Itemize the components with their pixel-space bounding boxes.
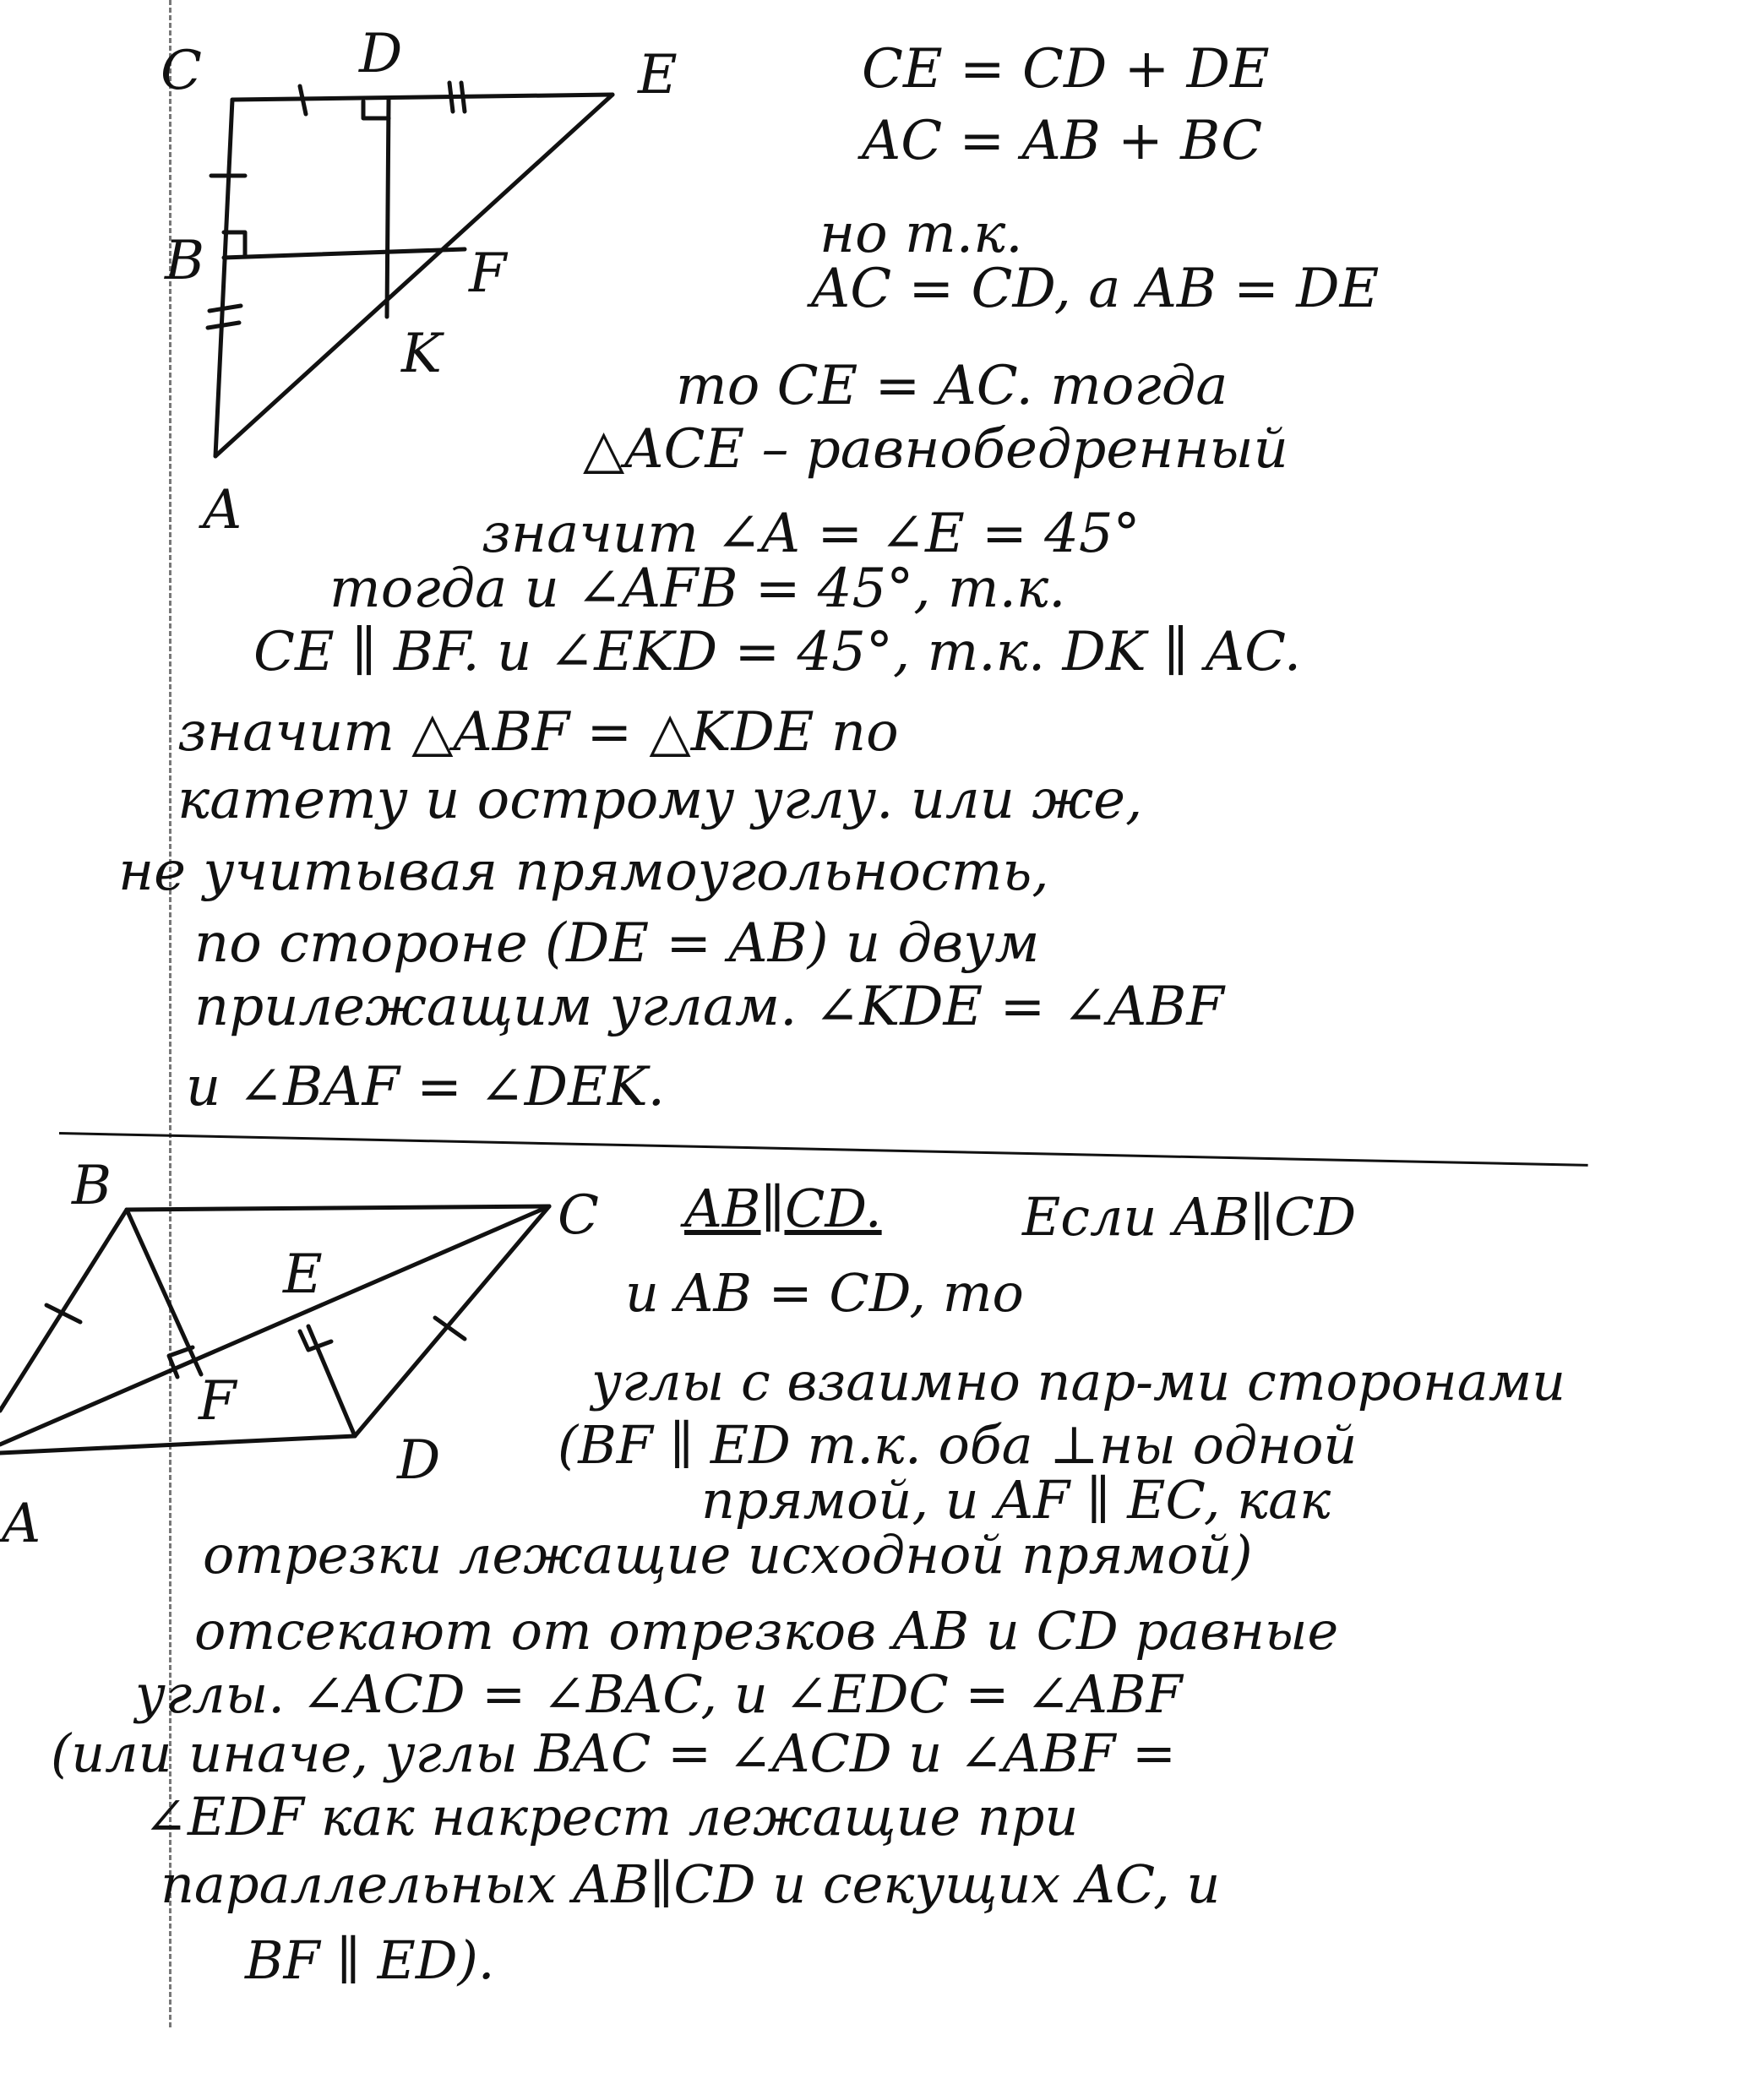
label-b: B bbox=[165, 230, 205, 292]
tick-cd bbox=[300, 86, 306, 114]
text-line-1-15: и ∠BAF = ∠DEK. bbox=[186, 1056, 665, 1118]
text-line-2-3: углы с взаимно пар-ми сторонами bbox=[591, 1351, 1566, 1412]
segment-bf bbox=[224, 249, 465, 258]
text-line-1-1: CE = CD + DE bbox=[862, 38, 1270, 101]
text-line-2-1: Если AB∥CD bbox=[1022, 1186, 1357, 1248]
label-k: K bbox=[401, 323, 442, 385]
label-c-2: C bbox=[558, 1184, 599, 1247]
text-line-1-11: катету и острому углу. или же, bbox=[177, 769, 1143, 831]
label-f-2: F bbox=[199, 1370, 237, 1433]
text-line-2-8: углы. ∠ACD = ∠BAC, и ∠EDC = ∠ABF bbox=[135, 1663, 1183, 1725]
text-line-2-5: прямой, и AF ∥ EC, как bbox=[701, 1469, 1331, 1531]
segment-ba bbox=[0, 1210, 127, 1411]
segment-cd bbox=[355, 1206, 549, 1436]
text-line-2-9: (или иначе, углы BAC = ∠ACD и ∠ABF = bbox=[51, 1722, 1176, 1784]
section-divider bbox=[59, 1132, 1588, 1167]
label-d: D bbox=[359, 23, 403, 85]
segment-ad bbox=[0, 1436, 355, 1453]
segment-ce bbox=[232, 95, 612, 100]
text-line-2-10: ∠EDF как накрест лежащие при bbox=[144, 1786, 1079, 1847]
label-b-2: B bbox=[72, 1155, 112, 1217]
text-line-2-12: BF ∥ ED). bbox=[245, 1929, 495, 1991]
text-line-1-6: △ACE – равнобедренный bbox=[583, 418, 1288, 481]
tick-ba-2 bbox=[208, 323, 239, 328]
right-angle-mark-d bbox=[363, 101, 389, 118]
text-line-1-9: CE ∥ BF. и ∠EKD = 45°, т.к. DK ∥ AC. bbox=[253, 621, 1302, 683]
text-line-1-10: значит △ABF = △KDE по bbox=[177, 701, 899, 764]
text-line-1-2: AC = AB + BC bbox=[862, 110, 1263, 172]
text-line-1-5: то CE = AC. тогда bbox=[676, 355, 1228, 417]
label-d-2: D bbox=[397, 1429, 441, 1492]
label-f: F bbox=[469, 242, 507, 305]
text-line-1-14: прилежащим углам. ∠KDE = ∠ABF bbox=[194, 976, 1224, 1038]
text-line-2-2: и AB = CD, то bbox=[625, 1262, 1024, 1324]
text-line-2-11: параллельных AB∥CD и секущих AC, и bbox=[161, 1853, 1221, 1915]
text-line-2-6: отрезки лежащие исходной прямой) bbox=[203, 1524, 1253, 1586]
label-a: A bbox=[203, 479, 242, 541]
diagonal-ac bbox=[0, 1206, 549, 1445]
label-a-2: A bbox=[2, 1493, 41, 1555]
text-line-1-3: но т.к. bbox=[819, 203, 1023, 265]
text-line-2-7: отсекают от отрезков AB и CD равные bbox=[194, 1600, 1339, 1662]
figure-2-parallelogram bbox=[0, 1155, 599, 1555]
tick-ba-1 bbox=[210, 306, 241, 311]
segment-dk bbox=[387, 100, 389, 317]
text-line-2-4: (BF ∥ ED т.к. оба ⊥ны одной bbox=[558, 1414, 1358, 1476]
segment-ae bbox=[215, 95, 612, 456]
label-e-2: E bbox=[283, 1243, 323, 1306]
part2-heading: AB∥CD. bbox=[684, 1178, 882, 1239]
text-line-1-12: не учитывая прямоугольность, bbox=[118, 841, 1049, 903]
text-line-1-13: по стороне (DE = AB) и двум bbox=[194, 912, 1040, 975]
text-line-1-4: AC = CD, а AB = DE bbox=[811, 258, 1380, 320]
label-c: C bbox=[161, 40, 202, 102]
text-line-1-7: значит ∠A = ∠E = 45° bbox=[482, 503, 1141, 565]
tick-de-1 bbox=[449, 83, 453, 112]
segment-ca bbox=[215, 100, 232, 456]
label-e: E bbox=[638, 44, 678, 106]
tick-de-2 bbox=[461, 83, 465, 112]
segment-bc bbox=[127, 1206, 549, 1210]
text-line-1-8: тогда и ∠AFB = 45°, т.к. bbox=[329, 558, 1066, 620]
